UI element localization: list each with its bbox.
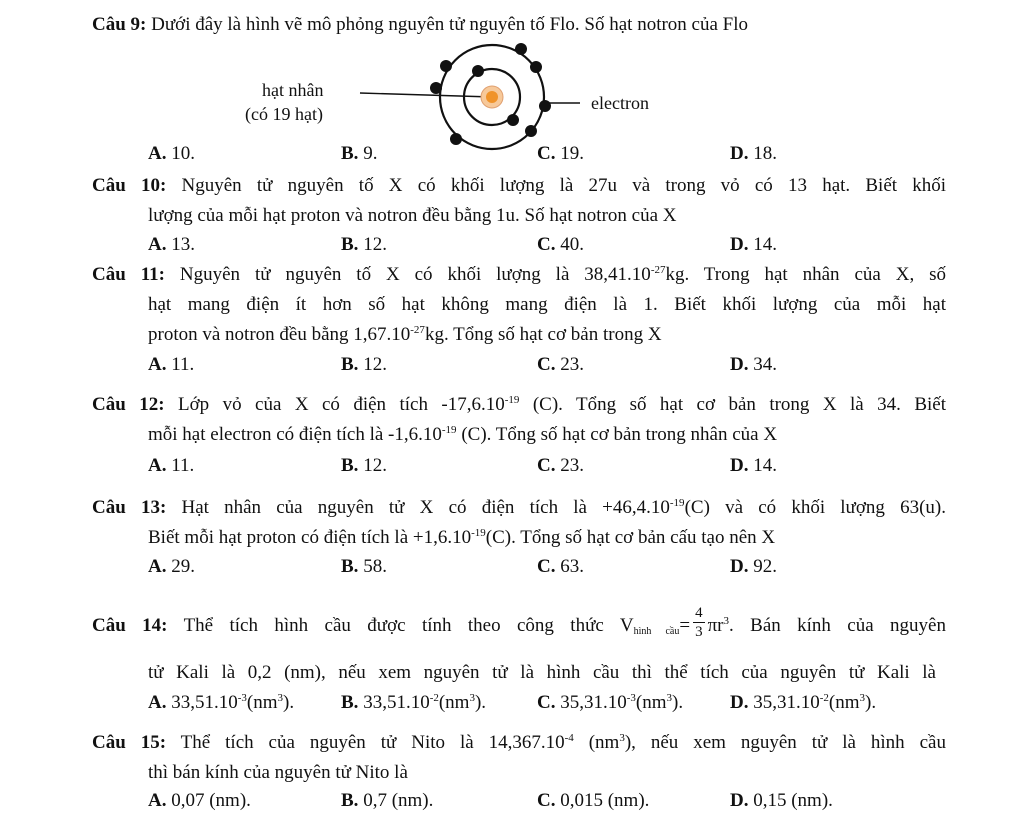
q12-stem-line-2: mỗi hạt electron có điện tích là $-1,6.10^{-19}$ (C). Tổng số hạt cơ bản trong nhân của X — [148, 424, 778, 445]
q10-stem-line-2: lượng của mỗi hạt proton và notron đều bằng 1u. Số hạt notron của X — [148, 205, 677, 226]
q11-option-b[interactable]: B. 12. — [341, 354, 387, 375]
q14-stem-line-1: Câu 14: Thể tích hình cầu được tính theo công thức $V_{hình cầu}=$ $\frac{4}{3}$ $\pi r^3$. Bán kính của nguyên — [92, 605, 946, 640]
q10-stem-line-1: Câu 10: Nguyên tử nguyên tố X có khối lượng là 27u và trong vỏ có 13 hạt. Biết khối — [92, 175, 947, 196]
q15-stem-line-1: Câu 15: Thể tích của nguyên tử Nito là $14,367.10^{-4}$ $(nm^3)$, nếu xem nguyên tử là hình cầu — [92, 732, 946, 753]
q11-option-a[interactable]: A. 11. — [148, 354, 195, 375]
q11-option-d[interactable]: D. 34. — [730, 354, 777, 375]
q12-label: Câu 12: — [92, 394, 165, 415]
q14-stem-line-2: tử Kali là 0,2 (nm), nếu xem nguyên tử là hình cầu thì thể tích của nguyên tử Kali là — [148, 662, 936, 683]
q12-option-b[interactable]: B. 12. — [341, 455, 387, 476]
nucleus-label-1: hạt nhân — [262, 80, 324, 100]
q10-option-d[interactable]: D. 14. — [730, 234, 777, 255]
electron-label: electron — [591, 93, 649, 113]
q13-stem-line-1: Câu 13: Hạt nhân của nguyên tử X có điện tích là $+46,4.10^{-19}(C)$ và có khối lượng 63(u). — [92, 497, 946, 518]
q9-text: Dưới đây là hình vẽ mô phỏng nguyên tử nguyên tố Flo. Số hạt notron của Flo — [151, 14, 749, 35]
q10-option-b[interactable]: B. 12. — [341, 234, 387, 255]
q14-option-b[interactable]: B. $33,51.10^{-2}(nm^3)$. — [341, 692, 487, 713]
electron-outer-4 — [430, 82, 442, 94]
q15-stem-line-2: thì bán kính của nguyên tử Nito là — [148, 762, 408, 783]
q11-label: Câu 11: — [92, 264, 165, 285]
q15-option-d[interactable]: D. 0,15 (nm). — [730, 790, 833, 811]
q14-label: Câu 14: — [92, 614, 168, 636]
q15-option-b[interactable]: B. 0,7 (nm). — [341, 790, 434, 811]
electron-outer-5 — [539, 100, 551, 112]
q10-option-a[interactable]: A. 13. — [148, 234, 195, 255]
electron-outer-2 — [530, 61, 542, 73]
volume-formula-fraction: $\frac{4}{3}$ — [695, 605, 703, 640]
electron-outer-3 — [440, 60, 452, 72]
q14-option-c[interactable]: C. $35,31.10^{-3}(nm^3)$. — [537, 692, 684, 713]
q13-stem-line-2: Biết mỗi hạt proton có điện tích là $+1,6.10^{-19}(C)$. Tổng số hạt cơ bản cấu tạo nên X — [148, 527, 776, 548]
q13-option-b[interactable]: B. 58. — [341, 556, 387, 577]
q10-label: Câu 10: — [92, 175, 167, 196]
q15-label: Câu 15: — [92, 732, 167, 753]
electron-outer-1 — [515, 43, 527, 55]
q9-option-a[interactable]: A. 10. — [148, 143, 195, 164]
electron-inner-1 — [472, 65, 484, 77]
q9-option-c[interactable]: C. 19. — [537, 143, 584, 164]
nucleus-label-2: (có 19 hạt) — [245, 104, 323, 124]
q9-label: Câu 9: — [92, 14, 147, 35]
q9-option-d[interactable]: D. 18. — [730, 143, 777, 164]
nucleus-core — [486, 91, 498, 103]
q12-option-c[interactable]: C. 23. — [537, 455, 584, 476]
q13-label: Câu 13: — [92, 497, 167, 518]
q11-stem-line-3: proton và notron đều bằng $1,67.10^{-27}kg$. Tổng số hạt cơ bản trong X — [148, 324, 662, 345]
q9-option-b[interactable]: B. 9. — [341, 143, 378, 164]
q14-option-a[interactable]: A. $33,51.10^{-3}(nm^3)$. — [148, 692, 295, 713]
q11-stem-line-1: Câu 11: Nguyên tử nguyên tố X có khối lượng là $38,41.10^{-27}kg$. Trong hạt nhân của X, số — [92, 264, 946, 285]
q13-option-a[interactable]: A. 29. — [148, 556, 195, 577]
q15-option-c[interactable]: C. 0,015 (nm). — [537, 790, 650, 811]
nucleus-pointer-line — [360, 93, 492, 97]
electron-outer-6 — [525, 125, 537, 137]
q12-stem-line-1: Câu 12: Lớp vỏ của X có điện tích $-17,6.10^{-19}$ (C). Tổng số hạt cơ bản trong X là 34. Biết — [92, 394, 947, 415]
q13-option-c[interactable]: C. 63. — [537, 556, 584, 577]
q13-option-d[interactable]: D. 92. — [730, 556, 777, 577]
q14-option-d[interactable]: D. $35,31.10^{-2}(nm^3)$. — [730, 692, 877, 713]
q11-option-c[interactable]: C. 23. — [537, 354, 584, 375]
electron-inner-2 — [507, 114, 519, 126]
q11-stem-line-2: hạt mang điện ít hơn số hạt không mang điện là 1. Biết khối lượng của mỗi hạt — [148, 294, 946, 315]
q12-option-a[interactable]: A. 11. — [148, 455, 195, 476]
electron-outer-7 — [450, 133, 462, 145]
q12-option-d[interactable]: D. 14. — [730, 455, 777, 476]
q10-option-c[interactable]: C. 40. — [537, 234, 584, 255]
q15-option-a[interactable]: A. 0,07 (nm). — [148, 790, 251, 811]
